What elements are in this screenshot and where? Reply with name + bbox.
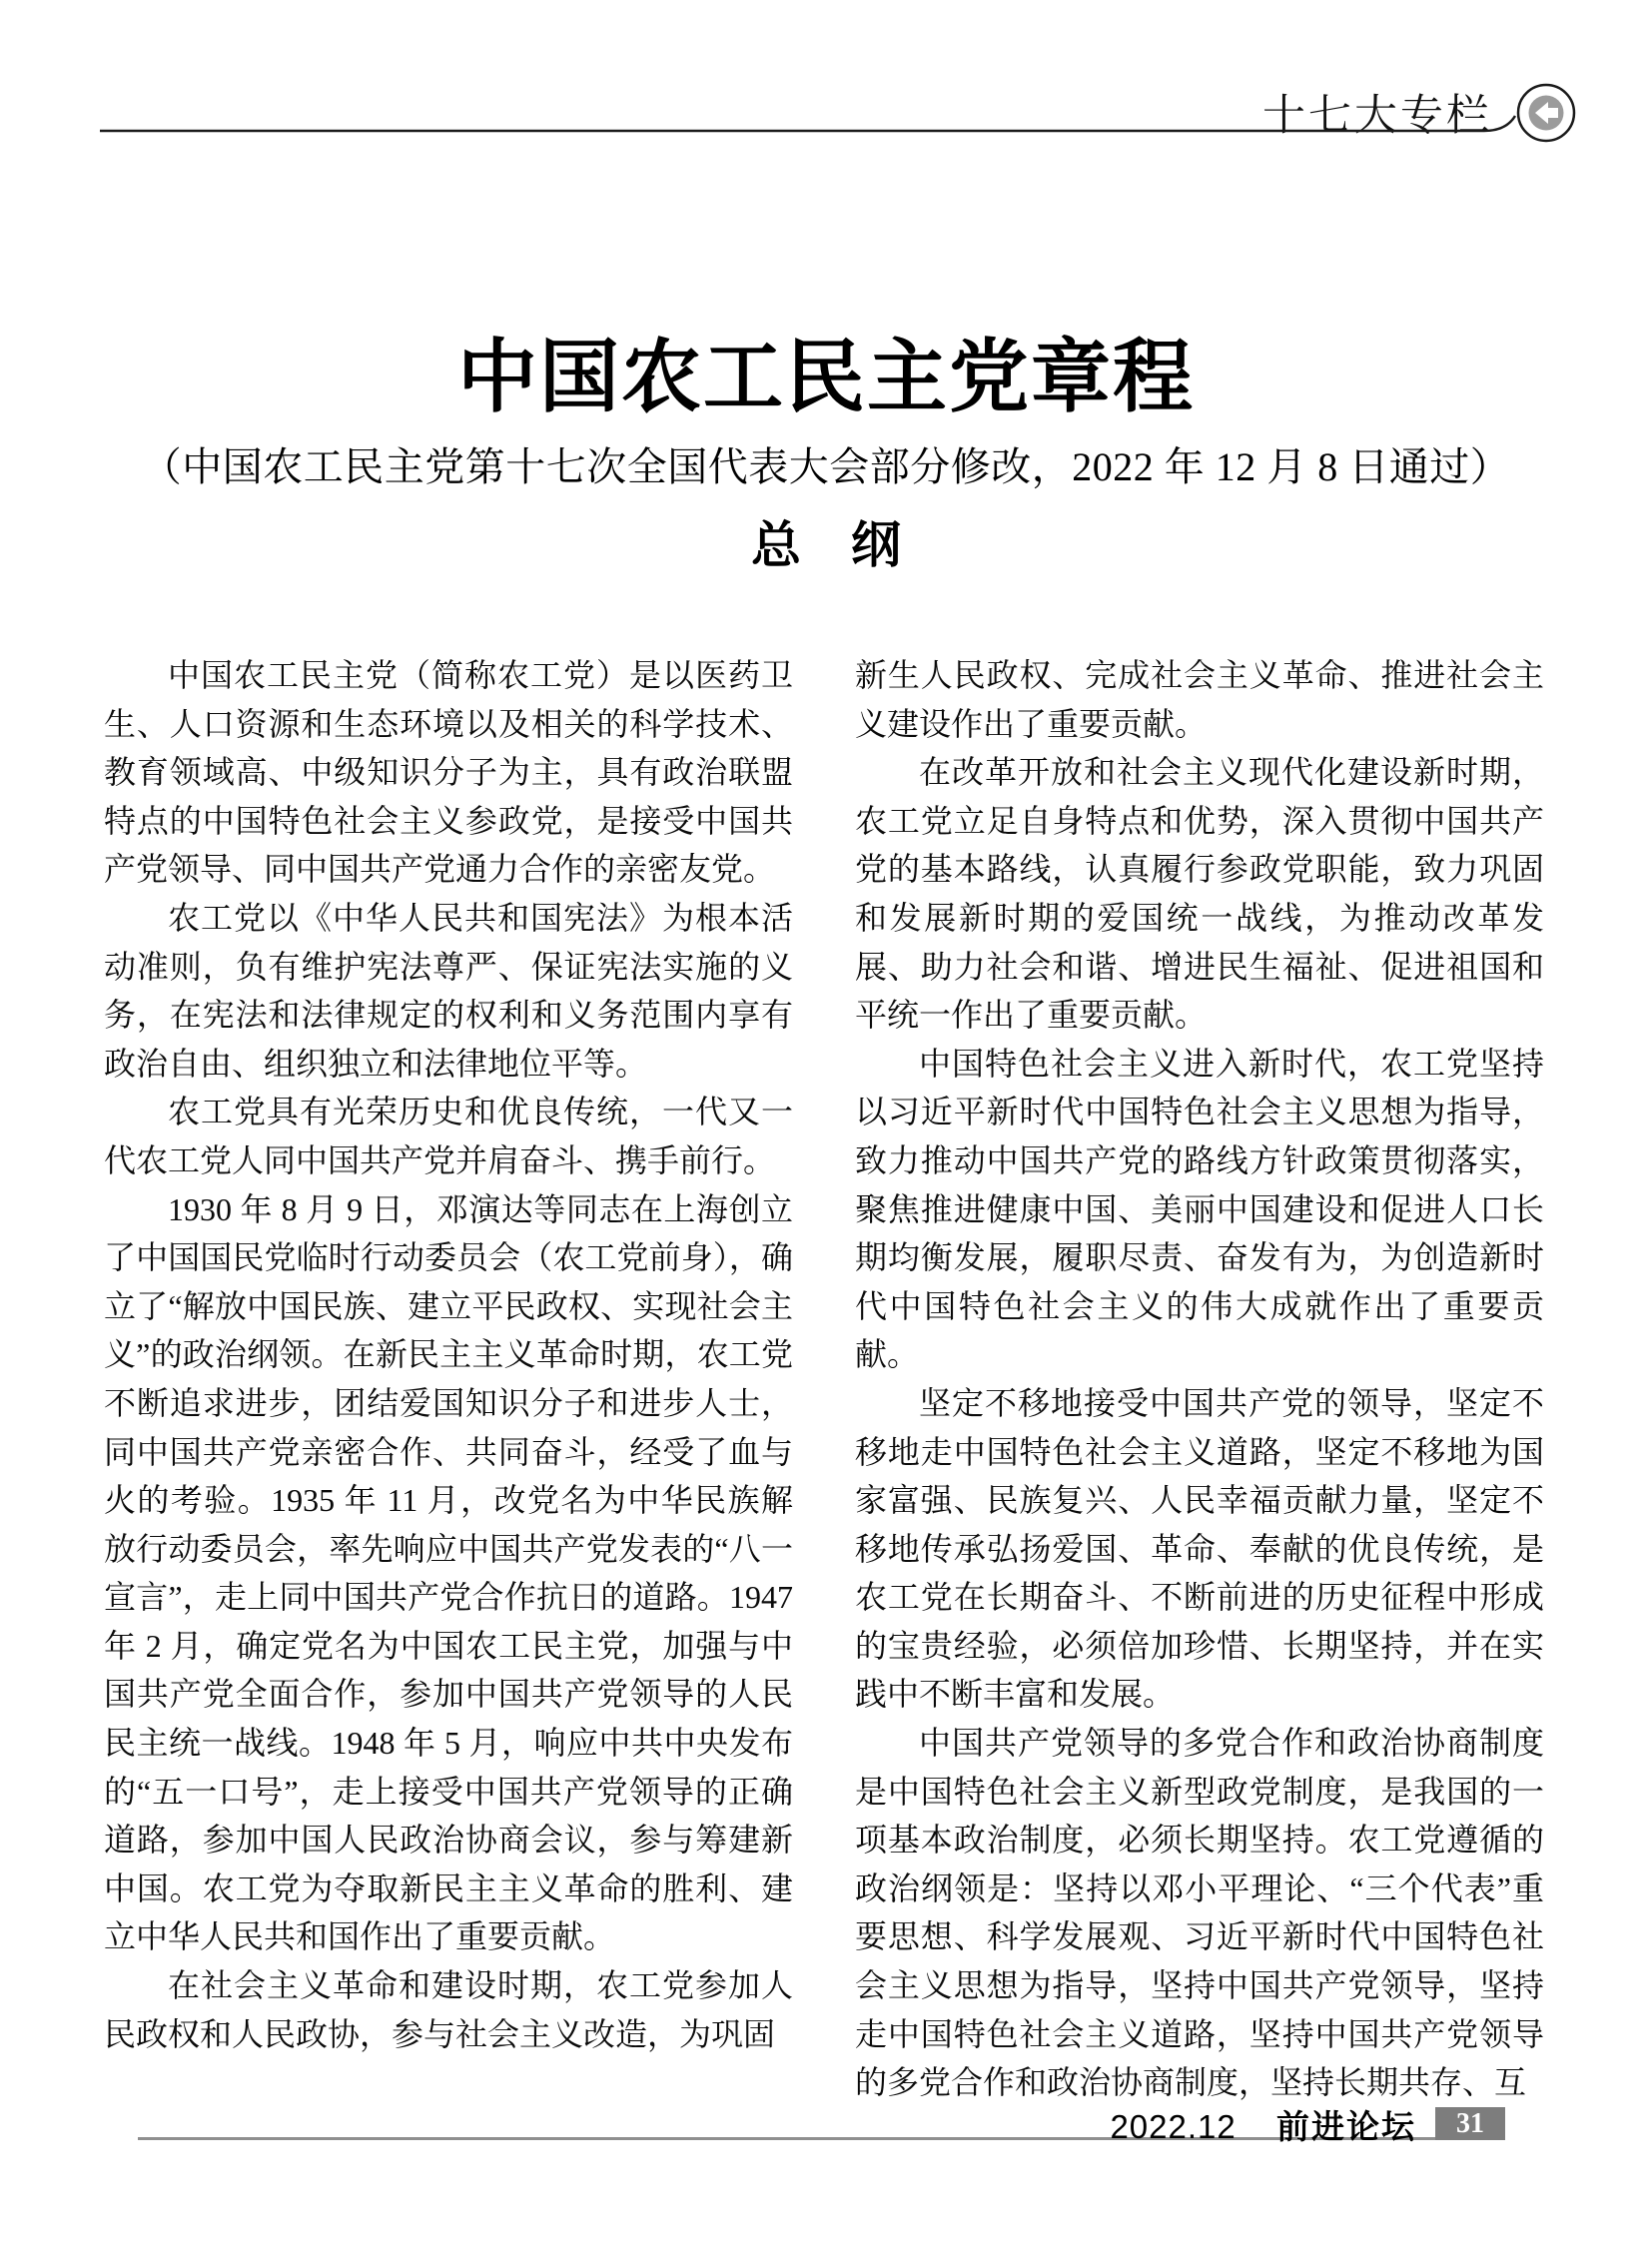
document-subtitle: （中国农工民主党第十七次全国代表大会部分修改，2022 年 12 月 8 日通过）: [141, 444, 1511, 489]
footer-journal-name: 前进论坛: [1276, 2108, 1416, 2145]
header-rule: [0, 0, 1652, 170]
section-heading: 总 纲: [751, 517, 901, 573]
footer-issue-date: 2022.12: [1110, 2108, 1237, 2145]
document-title: 中国农工民主党章程: [457, 333, 1195, 421]
body-paragraph: 中国农工民主党（简称农工党）是以医药卫生、人口资源和生态环境以及相关的科学技术、教育领域高、中级知识分子为主，具有政治联盟特点的中国特色社会主义参政党，是接受中国共产党领导、同中国共产党通力合作的亲密友党。: [104, 657, 793, 888]
column-section-label: 十七大专栏: [1262, 92, 1492, 140]
right-column: [855, 651, 1544, 2107]
body-paragraph: 中国共产党领导的多党合作和政治协商制度是中国特色社会主义新型政党制度，是我国的一项基本政治制度，必须长期坚持。农工党遵循的政治纲领是：坚持以邓小平理论、“三个代表”重要思想、科学发展观、习近平新时代中国特色社会主义思想为指导，坚持中国共产党领导，坚持走中国特色社会主义道路，坚持中国共产党领导的多党合作和政治协商制度，坚持长期共存、互: [855, 1725, 1544, 2101]
body-paragraph: 1930 年 8 月 9 日，邓演达等同志在上海创立了中国国民党临时行动委员会（农工党前身），确立了“解放中国民族、建立平民政权、实现社会主义”的政治纲领。在新民主主义革命时期，农工党不断追求进步，团结爱国知识分子和进步人士，同中国共产党亲密合作、共同奋斗，经受了血与火的考验。1935 年 11 月，改党名为中华民族解放行动委员会，率先响应中国共产党发表的“八一宣言”，走上同中国共产党合作抗日的道路。1947 年 2 月，确定党名为中国农工民主党，加强与中国共产党全面合作，参加中国共产党领导的人民民主统一战线。1948 年 5 月，响应中共中央发布的“五一口号”，走上接受中国共产党领导的正确道路，参加中国人民政治协商会议，参与筹建新中国。农工党为夺取新民主主义革命的胜利、建立中华人民共和国作出了重要贡献。: [104, 1190, 793, 1955]
body-columns: [104, 651, 1544, 2107]
header-rule-line: [100, 116, 1515, 131]
body-paragraph: 在改革开放和社会主义现代化建设新时期，农工党立足自身特点和优势，深入贯彻中国共产党的基本路线，认真履行参政党职能，致力巩固和发展新时期的爱国统一战线，为推动改革发展、助力社会和谐、增进民生福祉、促进祖国和平统一作出了重要贡献。: [855, 754, 1544, 1034]
footer-info: [1110, 2101, 1416, 2148]
body-paragraph: 在社会主义革命和建设时期，农工党参加人民政权和人民政协，参与社会主义改造，为巩固: [104, 1967, 793, 2052]
body-paragraph: 农工党具有光荣历史和优良传统，一代又一代农工党人同中国共产党并肩奋斗、携手前行。: [104, 1094, 793, 1178]
body-paragraph: 新生人民政权、完成社会主义革命、推进社会主义建设作出了重要贡献。: [855, 657, 1544, 742]
left-column: [104, 651, 793, 2107]
page-number-badge: 31: [1435, 2107, 1505, 2140]
back-arrow-circle-icon: [1518, 85, 1574, 141]
body-paragraph: 农工党以《中华人民共和国宪法》为根本活动准则，负有维护宪法尊严、保证宪法实施的义务，在宪法和法律规定的权利和义务范围内享有政治自由、组织独立和法律地位平等。: [104, 899, 793, 1082]
body-paragraph: 中国特色社会主义进入新时代，农工党坚持以习近平新时代中国特色社会主义思想为指导，致力推动中国共产党的路线方针政策贯彻落实，聚焦推进健康中国、美丽中国建设和促进人口长期均衡发展，履职尽责、奋发有为，为创造新时代中国特色社会主义的伟大成就作出了重要贡献。: [855, 1045, 1544, 1373]
body-paragraph: 坚定不移地接受中国共产党的领导，坚定不移地走中国特色社会主义道路，坚定不移地为国家富强、民族复兴、人民幸福贡献力量，坚定不移地传承弘扬爱国、革命、奉献的优良传统，是农工党在长期奋斗、不断前进的历史征程中形成的宝贵经验，必须倍加珍惜、长期坚持，并在实践中不断丰富和发展。: [855, 1384, 1544, 1713]
